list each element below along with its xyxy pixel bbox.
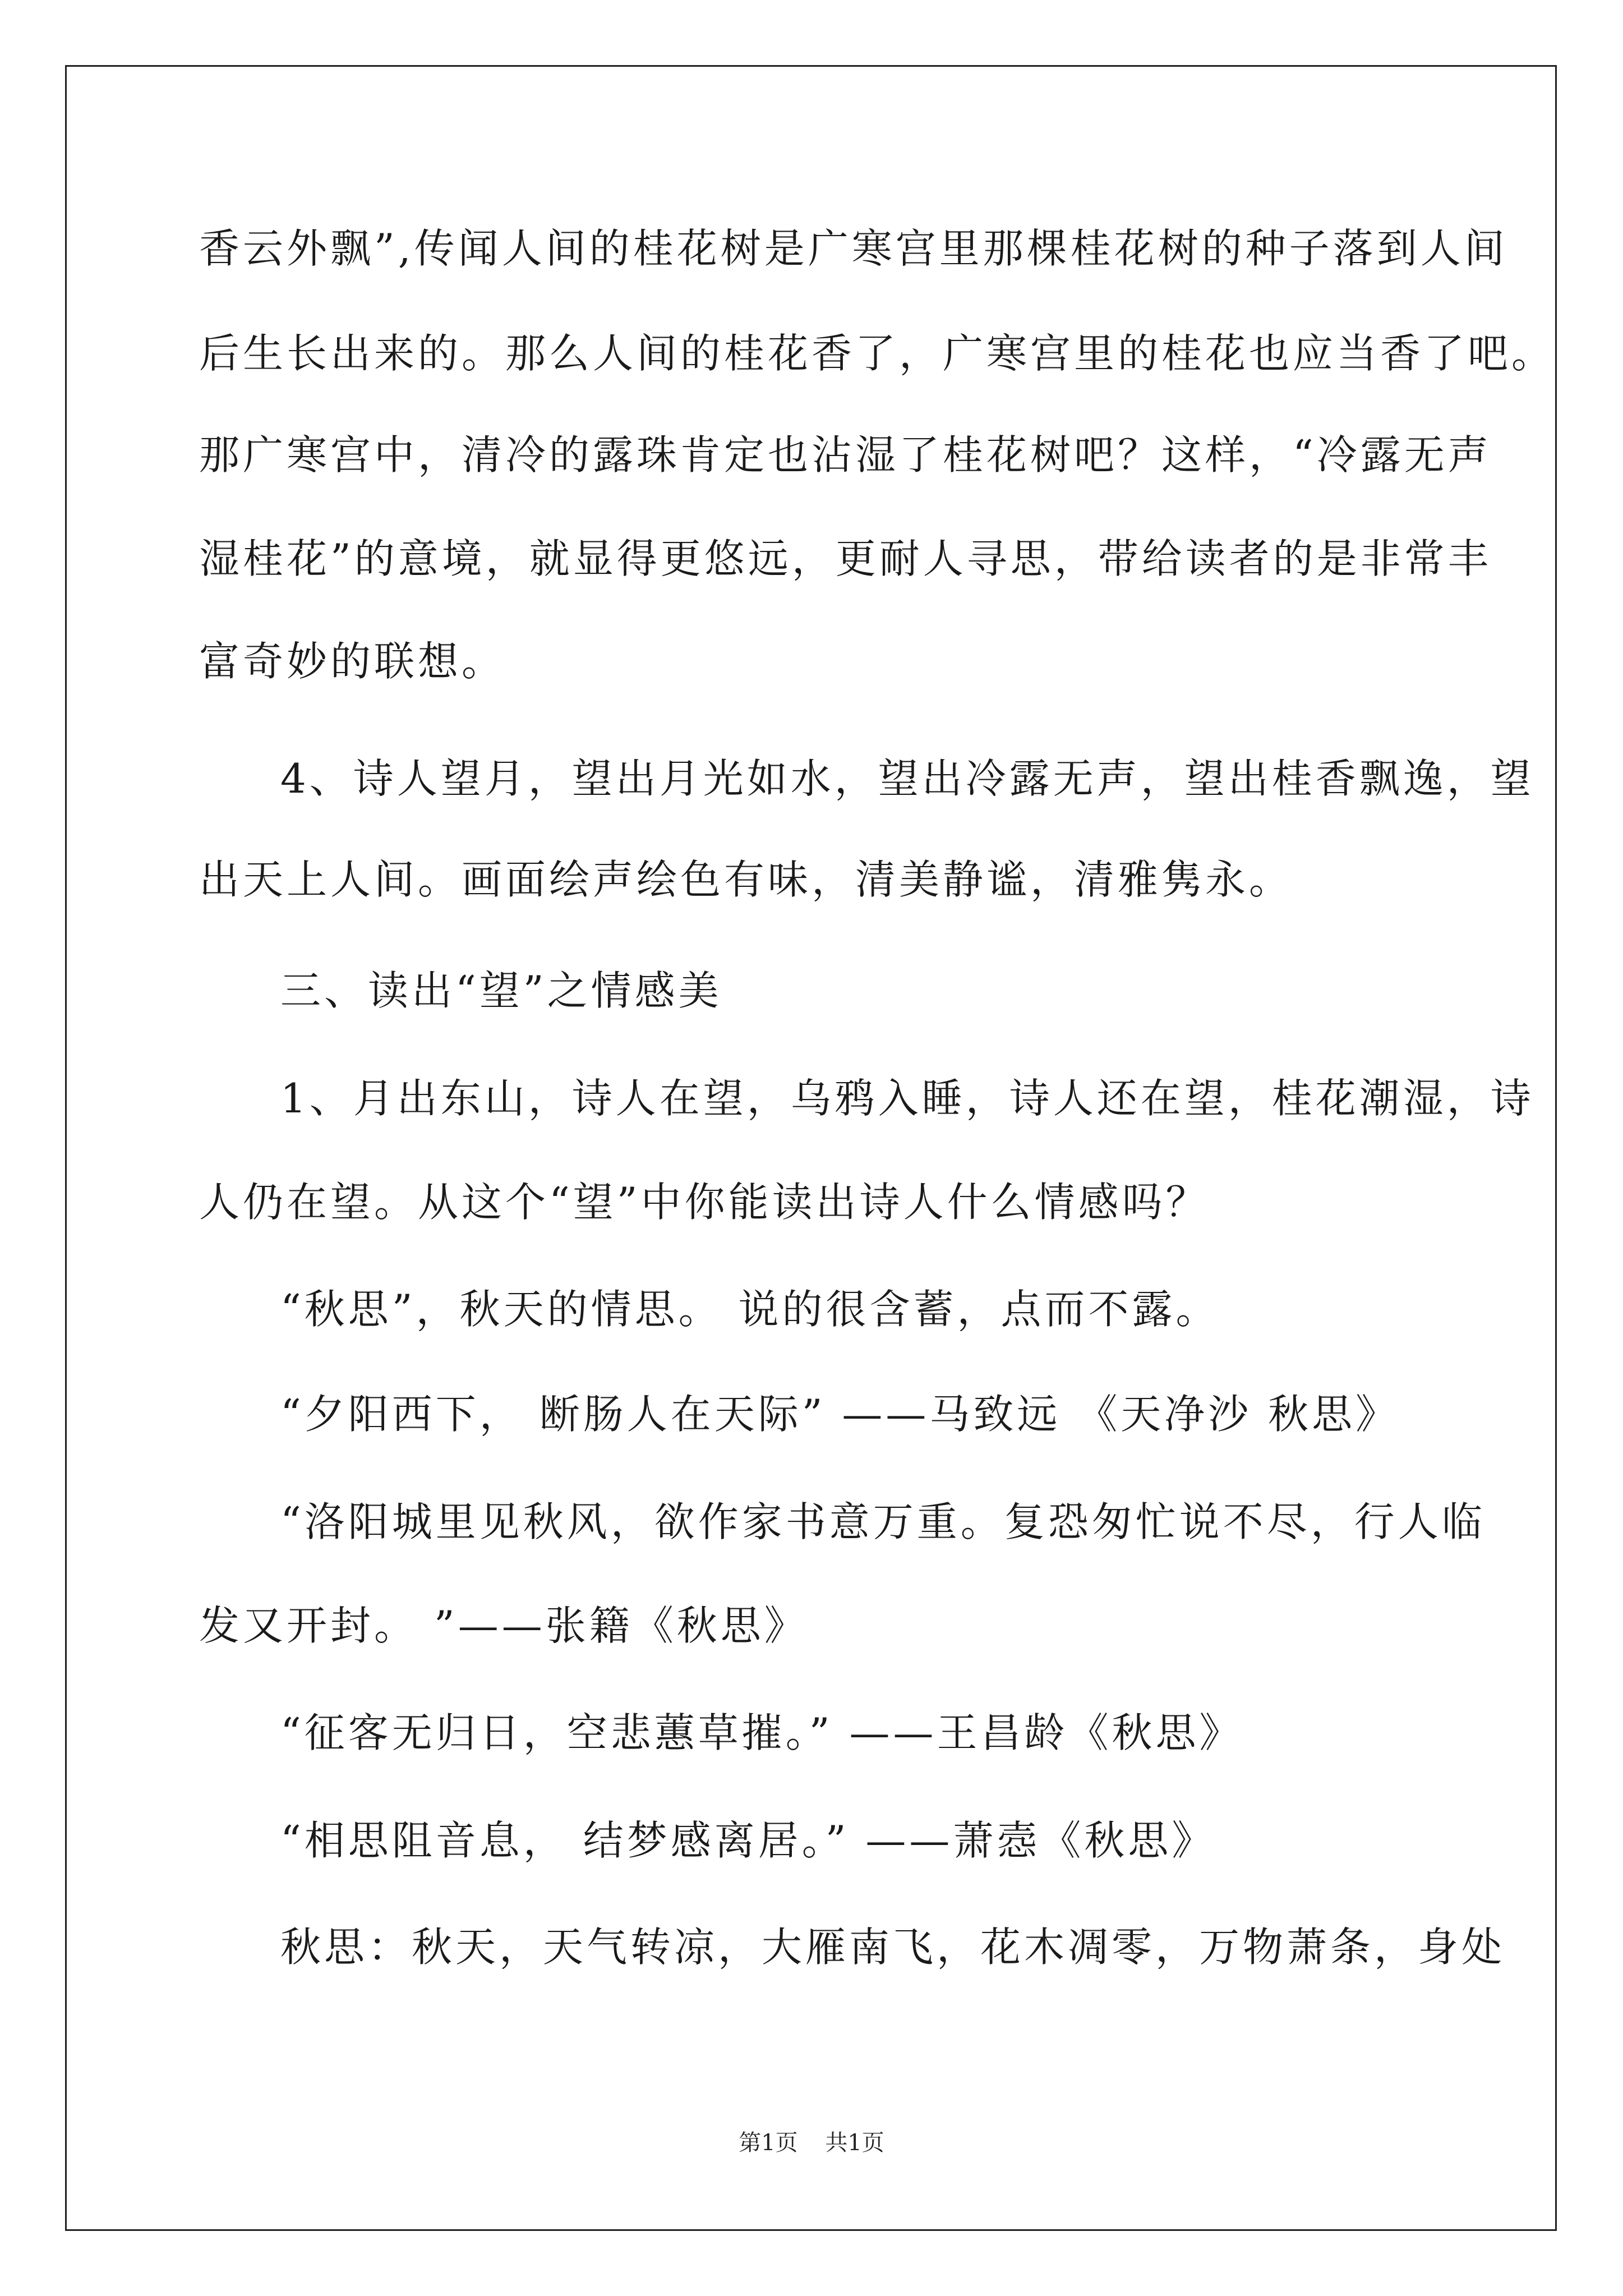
quote-line-4: “征客无归日，空悲蕙草摧。” ——王昌龄《秋思》 xyxy=(280,1709,1243,1756)
body-line-5: 富奇妙的联想。 xyxy=(199,638,506,685)
body-line-17: 秋思：秋天，天气转凉，大雁南飞，花木凋零，万物萧条，身处 xyxy=(280,1924,1506,1971)
body-line-2: 后生长出来的。那么人间的桂花香了，广寒宫里的桂花也应当香了吧。 xyxy=(199,330,1556,377)
page-frame xyxy=(65,65,1557,2231)
body-line-6: 4、诗人望月，望出月光如水，望出冷露无声，望出桂香飘逸，望 xyxy=(280,755,1534,802)
quote-line-5: “相思阻音息， 结梦感离居。” ——萧悫《秋思》 xyxy=(280,1817,1216,1864)
body-line-7: 出天上人间。画面绘声绘色有味，清美静谧，清雅隽永。 xyxy=(199,856,1293,903)
quote-line-2: “洛阳城里见秋风，欲作家书意万重。复恐匆忙说不尽，行人临 xyxy=(280,1498,1486,1545)
page-total: 共1页 xyxy=(825,2130,884,2156)
quote-line-1: “夕阳西下， 断肠人在天际” ——马致远 《天净沙 秋思》 xyxy=(280,1391,1400,1438)
section-heading: 三、读出“望”之情感美 xyxy=(280,967,722,1014)
body-line-1: 香云外飘”,传闻人间的桂花树是广寒宫里那棵桂花树的种子落到人间 xyxy=(199,225,1508,272)
page-footer xyxy=(0,2126,1623,2160)
body-line-3: 那广寒宫中，清冷的露珠肯定也沾湿了桂花树吧？这样，“冷露无声 xyxy=(199,431,1492,478)
quote-line-3: 发又开封。 ”——张籍《秋思》 xyxy=(199,1602,808,1649)
body-line-11: “秋思”，秋天的情思。 说的很含蓄，点而不露。 xyxy=(280,1286,1220,1333)
body-line-4: 湿桂花”的意境，就显得更悠远，更耐人寻思，带给读者的是非常丰 xyxy=(199,535,1492,582)
page-number: 第1页 xyxy=(739,2130,798,2156)
body-line-9: 1、月出东山，诗人在望，乌鸦入睡，诗人还在望，桂花潮湿，诗 xyxy=(280,1075,1534,1122)
body-line-10: 人仍在望。从这个“望”中你能读出诗人什么情感吗？ xyxy=(199,1179,1210,1226)
